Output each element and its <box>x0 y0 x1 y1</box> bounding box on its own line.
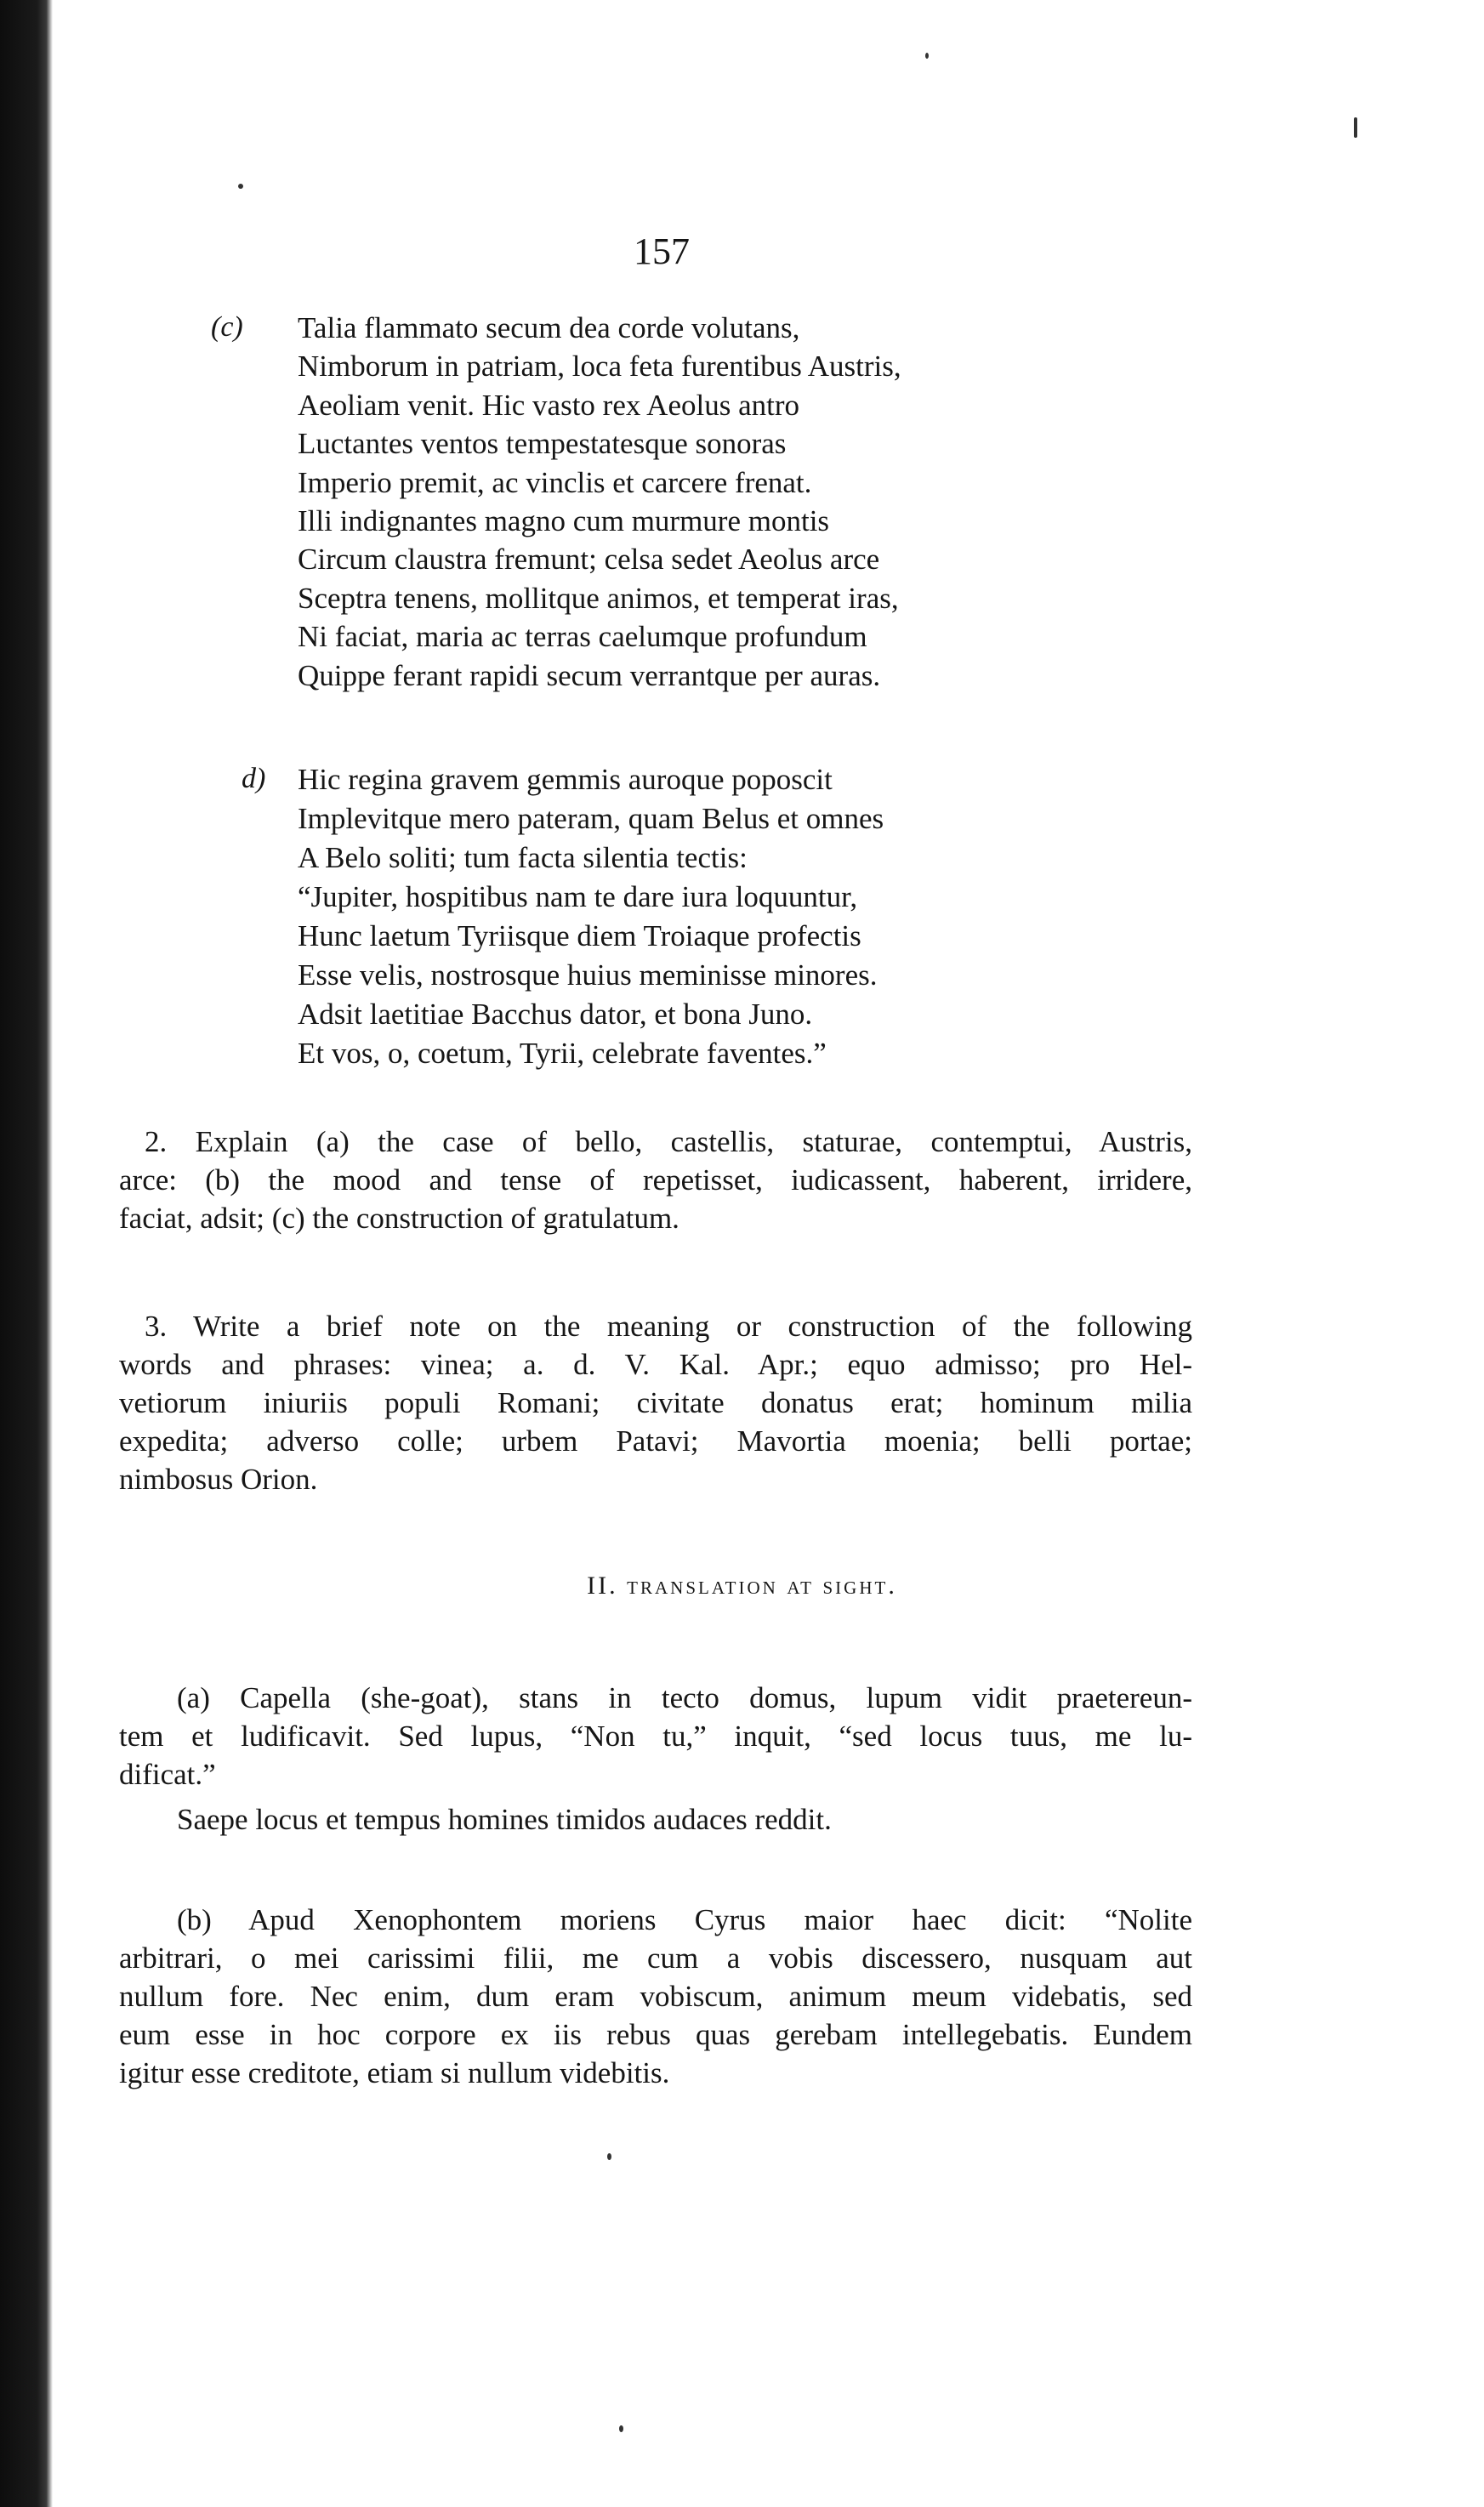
section-numeral: II. <box>587 1572 618 1600</box>
sight-a-line: tem et ludificavit. Sed lupus, “Non tu,” inquit, “sed locus tuus, me lu- <box>119 1720 1192 1753</box>
sight-passage-a <box>119 1679 1192 1839</box>
ink-speck <box>1354 117 1357 138</box>
passage-c-verse <box>298 309 901 695</box>
ink-speck <box>619 2425 623 2432</box>
sight-b-line: eum esse in hoc corpore ex iis rebus quas gerebam intellegebatis. Eundem <box>119 2018 1192 2051</box>
verse-line: Ni faciat, maria ac terras caelumque profundum <box>298 620 867 654</box>
verse-line: Adsit laetitiae Bacchus dator, et bona Juno. <box>298 998 813 1031</box>
passage-d-verse <box>298 760 884 1073</box>
passage-c-label: (c) <box>211 311 243 343</box>
question-3-line: expedita; adverso colle; urbem Patavi; Mavortia moenia; belli portae; <box>119 1424 1192 1458</box>
question-3-line: words and phrases: vinea; a. d. V. Kal. Apr.; equo admisso; pro Hel- <box>119 1348 1192 1381</box>
question-3-line: 3. Write a brief note on the meaning or construction of the following <box>145 1310 1192 1343</box>
verse-line: Nimborum in patriam, loca feta furentibus Austris, <box>298 350 901 384</box>
passage-d-label: d) <box>242 763 266 794</box>
verse-line: A Belo soliti; tum facta silentia tectis: <box>298 841 748 874</box>
ink-speck <box>925 53 929 59</box>
verse-line: Illi indignantes magno cum murmure montis <box>298 503 830 537</box>
ink-speck <box>238 184 243 189</box>
question-3-line: vetiorum iniuriis populi Romani; civitate donatus erat; hominum milia <box>119 1386 1192 1419</box>
page-number: 157 <box>634 230 690 272</box>
sight-b-line: arbitrari, o mei carissimi filii, me cum a vobis discessero, nusquam aut <box>119 1941 1192 1975</box>
verse-line: Esse velis, nostrosque huius meminisse minores. <box>298 958 878 992</box>
verse-line: Circum claustra fremunt; celsa sedet Aeolus arce <box>298 543 880 577</box>
question-3-line: nimbosus Orion. <box>119 1463 318 1496</box>
question-2-line: faciat, adsit; (c) the construction of gratulatum. <box>119 1202 679 1235</box>
sight-b-line: igitur esse creditote, etiam si nullum videbitis. <box>119 2056 670 2089</box>
sight-passage-b <box>119 1901 1192 2092</box>
verse-line: Hunc laetum Tyriisque diem Troiaque profectis <box>298 919 861 952</box>
question-2-line: 2. Explain (a) the case of bello, castellis, staturae, contemptui, Austris, <box>145 1125 1192 1158</box>
sight-a-line: (a) Capella (she-goat), stans in tecto domus, lupum vidit praetereun- <box>177 1681 1192 1714</box>
question-2 <box>119 1123 1192 1237</box>
ink-speck <box>607 2153 611 2160</box>
binding-edge <box>0 0 53 2507</box>
verse-line: Sceptra tenens, mollitque animos, et temperat iras, <box>298 581 899 615</box>
verse-line: Implevitque mero pateram, quam Belus et omnes <box>298 802 884 835</box>
sight-a-line: dificat.” <box>119 1758 216 1791</box>
sight-a-followup: Saepe locus et tempus homines timidos audaces reddit. <box>177 1803 832 1836</box>
verse-line: “Jupiter, hospitibus nam te dare iura loquuntur, <box>298 880 858 913</box>
verse-line: Et vos, o, coetum, Tyrii, celebrate faventes.” <box>298 1037 827 1070</box>
verse-line: Aeoliam venit. Hic vasto rex Aeolus antro <box>298 388 799 422</box>
section-title: translation at sight. <box>627 1572 897 1600</box>
verse-line: Quippe ferant rapidi secum verrantque per auras. <box>298 658 881 692</box>
verse-line: Imperio premit, ac vinclis et carcere frenat. <box>298 465 812 499</box>
verse-line: Luctantes ventos tempestatesque sonoras <box>298 427 787 461</box>
verse-line: Talia flammato secum dea corde volutans, <box>298 311 800 344</box>
question-2-line: arce: (b) the mood and tense of repetisset, iudicassent, haberent, irridere, <box>119 1163 1192 1197</box>
section-heading <box>0 1572 1484 1600</box>
question-3 <box>119 1307 1192 1498</box>
sight-b-line: nullum fore. Nec enim, dum eram vobiscum, animum meum videbatis, sed <box>119 1980 1192 2013</box>
sight-b-line: (b) Apud Xenophontem moriens Cyrus maior haec dicit: “Nolite <box>177 1903 1192 1936</box>
verse-line: Hic regina gravem gemmis auroque poposcit <box>298 763 833 796</box>
